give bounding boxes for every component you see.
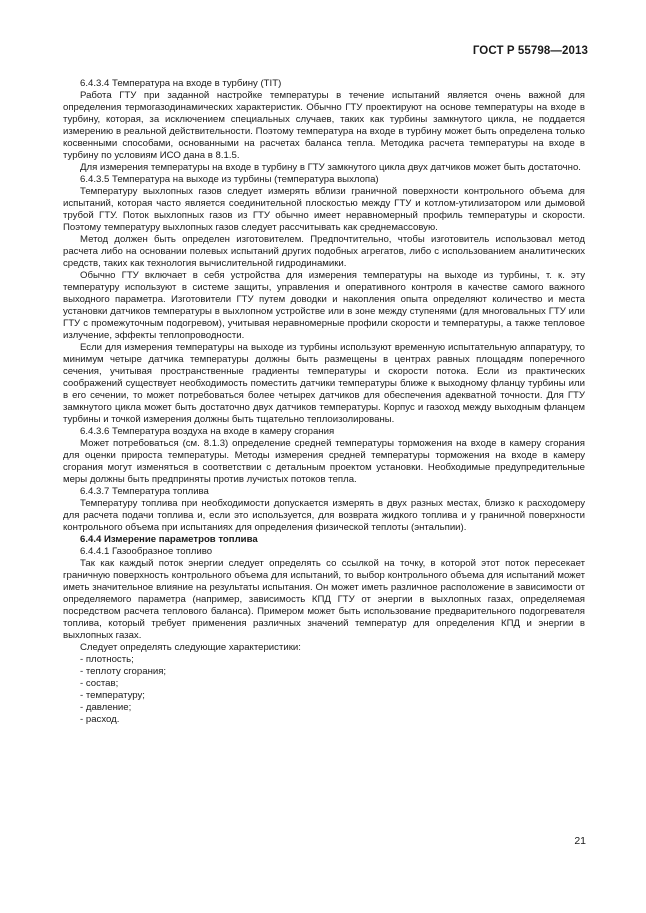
paragraph: Если для измерения температуры на выходе из турбины используют временную испытательную аппаратуру, то минимум четыре датчика температуры должны быть размещены в центрах равных площадям поперечного сечения, учитывая пространственные градиенты температуры и скорости потока. Если из практических соображений существует необходимость поместить датчики температуры ближе к выходному фланцу турбины или в его сечении, то может потребоваться более четырех датчиков для обеспечения адекватной точности. Для ГТУ замкнутого цикла может быть достаточно двух датчиков температуры. Корпус и газоход между выходным фланцем турбины и точкой измерения должны быть тщательно теплоизолированы. [63,342,585,425]
page-number: 21 [574,835,586,847]
section-heading-6-4-3-4: 6.4.3.4 Температура на входе в турбину (TIT) [80,78,282,89]
list-item: - температуру; [80,690,145,701]
list-item: - плотность; [80,654,134,665]
section-heading-6-4-3-5: 6.4.3.5 Температура на выходе из турбины (температура выхлопа) [80,174,379,185]
list-item: - расход. [80,714,120,725]
section-heading-6-4-4-1: 6.4.4.1 Газообразное топливо [80,546,213,557]
paragraph: Может потребоваться (см. 8.1.3) определение средней температуры торможения на входе в камеру сгорания для оценки прироста температуры. Методы измерения средней температуры торможения на входе в камеру сгорания могут изменяться в соответствии с детальным проектом установки. Необходимые предупредительные меры должны быть предприняты против лучистых потоков тепла. [63,438,585,485]
list-item: - состав; [80,678,119,689]
paragraph: Обычно ГТУ включает в себя устройства для измерения температуры на выходе из турбины, т. к. эту температуру используют в системе защиты, управления и оперативного контроля в качестве самого важного выходного параметра. Изготовители ГТУ путем доводки и накопления опыта определяют количество и места установки датчиков температуры в выхлопном устройстве или в зоне между ступенями (для многовальных ГТУ или ГТУ с промежуточным подогревом), учитывая неравномерные профили скорости и температуры, а также тепловое излучение, эффекты теплопроводности. [63,270,585,341]
document-code: ГОСТ Р 55798—2013 [472,45,588,57]
list-item: - давление; [80,702,132,713]
paragraph: Так как каждый поток энергии следует определять со ссылкой на точку, в которой этот поток пересекает граничную поверхность контрольного объема для испытаний, то выбор контрольного объема для испытаний может иметь значительное влияние на результаты испытания. Он может иметь различное расположение в зависимости от определяемого параметра (например, зависимость КПД ГТУ от энергии в выхлопных газах, определяемая посредством расчета теплового баланса). Примером может быть использование предварительного подогревателя топлива, который требует применения различных значений температур для определения КПД и энергии в выхлопных газах. [63,558,585,641]
characteristics-list [63,654,585,726]
list-item: - теплоту сгорания; [80,666,167,677]
paragraph: Температуру топлива при необходимости допускается измерять в двух разных местах, близко к расходомеру для расчета подачи топлива и, если это используется, для возврата жидкого топлива и у граничной поверхности контрольного объема при испытаниях для определения физической теплоты (энтальпии). [63,498,585,533]
section-heading-6-4-3-7: 6.4.3.7 Температура топлива [80,486,209,497]
paragraph: Метод должен быть определен изготовителем. Предпочтительно, чтобы изготовитель использовал метод расчета либо на основании полевых испытаний других подобных агрегатов, либо с использованием аналитических средств, таких как технология вычислительной гидродинамики. [63,234,585,269]
page-body [63,78,585,726]
paragraph: Работа ГТУ при заданной настройке температуры в течение испытаний является очень важной для определения термогазодинамических характеристик. Обычно ГТУ проектируют на основе температуры на входе в турбину, которая, за исключением специальных случаев, таких как турбины замкнутого цикла, не поддается измерению в реальной действительности. Поэтому температура на входе в турбину может быть определена только косвенными способами, основанными на расчетах баланса тепла. Методика расчета температуры на входе в турбину по условиям ИСО дана в 8.1.5. [63,90,585,161]
paragraph: Следует определять следующие характеристики: [80,642,301,653]
section-heading-6-4-4: 6.4.4 Измерение параметров топлива [80,534,258,545]
section-heading-6-4-3-6: 6.4.3.6 Температура воздуха на входе в камеру сгорания [80,426,335,437]
paragraph: Температуру выхлопных газов следует измерять вблизи граничной поверхности контрольного объема для испытаний, которая часто является соединительной плоскостью между ГТУ и котлом-утилизатором или дымовой трубой ГТУ. Поток выхлопных газов из ГТУ обычно имеет неравномерный профиль температуры и скорости. Поэтому температуру выхлопных газов следует рассчитывать как среднемассовую. [63,186,585,233]
paragraph: Для измерения температуры на входе в турбину в ГТУ замкнутого цикла двух датчиков может быть достаточно. [80,162,581,173]
